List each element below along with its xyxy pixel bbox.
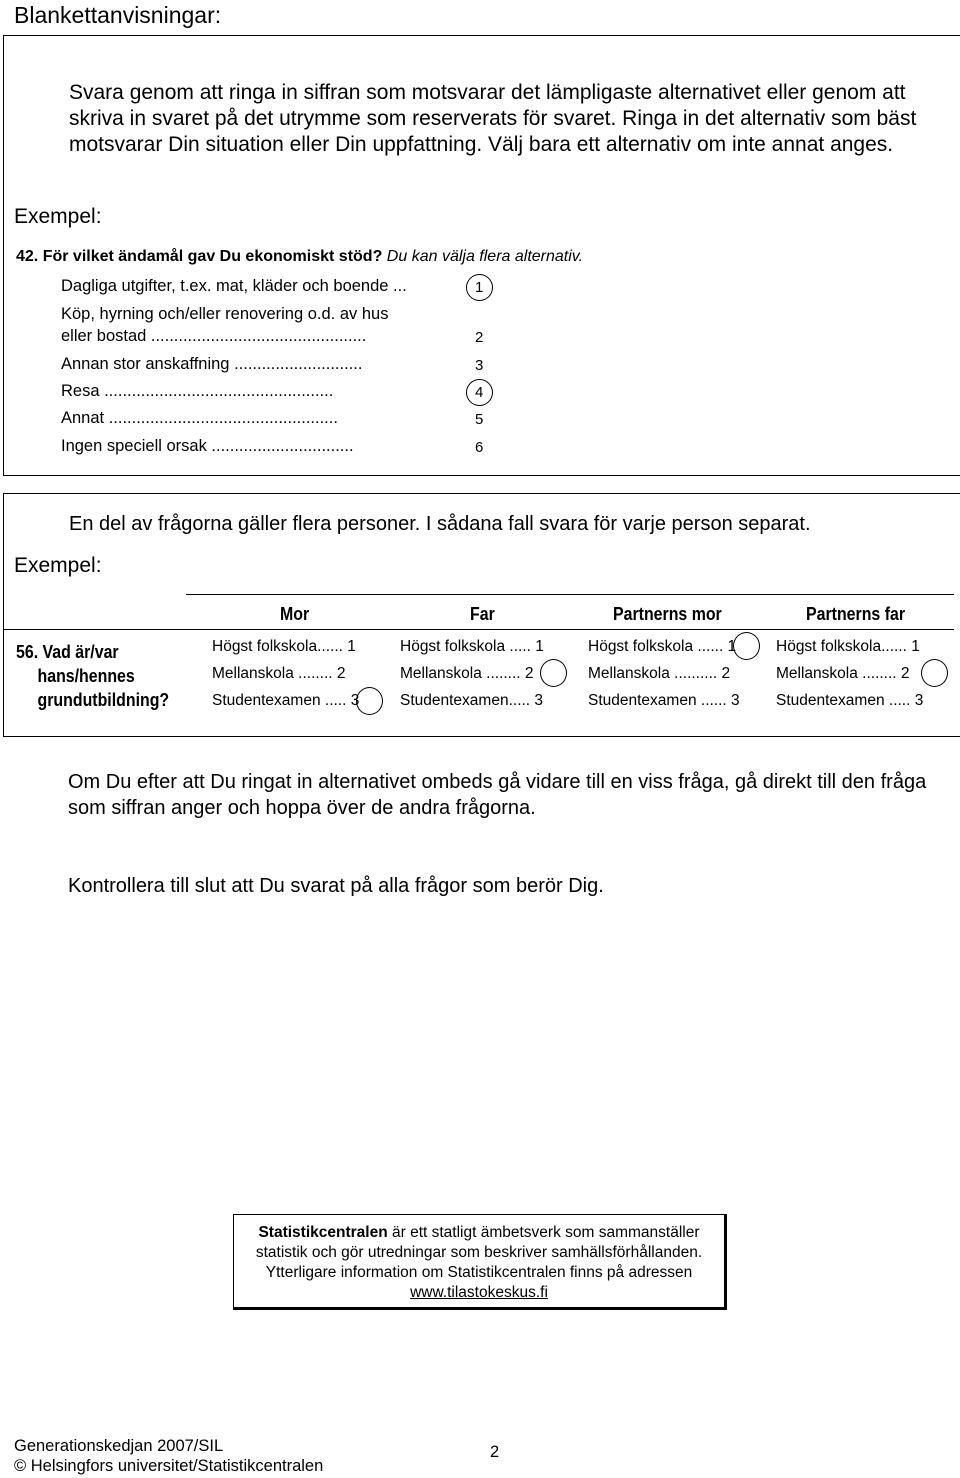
footer-line-2: © Helsingfors universitet/Statistikcentralen bbox=[14, 1457, 324, 1475]
far-option-1: Högst folkskola ..... 1 bbox=[400, 638, 544, 655]
q56-line-1: Vad är/var bbox=[42, 641, 119, 662]
mor-option-3: Studentexamen ..... 3 bbox=[212, 692, 360, 709]
final-instruction: Kontrollera till slut att Du svarat på alla frågor som berör Dig. bbox=[68, 875, 604, 897]
box1-instruction: Svara genom att ringa in siffran som motsvarar det lämpligaste alternativet eller genom att skriva in svaret på det utrymme som reserverats för svaret. Ringa in det alternativ som bäst motsvarar Din situation eller Din uppfattning. Välj bara ett alternativ om inte annat anges. bbox=[69, 81, 917, 156]
answer-circle-mor bbox=[356, 687, 383, 715]
page-title: Blankettanvisningar: bbox=[14, 2, 222, 28]
answer-circle bbox=[466, 274, 493, 301]
far-option-2: Mellanskola ........ 2 bbox=[400, 665, 534, 682]
website-link[interactable]: www.tilastokeskus.fi bbox=[410, 1284, 548, 1301]
box2-example-label: Exempel: bbox=[14, 554, 102, 577]
q42-option-1-code: 1 bbox=[475, 279, 484, 296]
q42-option-2-cont: eller bostad ............................................... bbox=[61, 327, 367, 345]
org-name: Statistikcentralen bbox=[258, 1224, 388, 1241]
partnerns-mor-option-1: Högst folkskola ...... 1 bbox=[588, 638, 737, 655]
q56-number: 56. bbox=[16, 641, 39, 662]
q42-option-4-code: 4 bbox=[475, 384, 484, 401]
q42-option-3: Annan stor anskaffning ............................ bbox=[61, 355, 363, 373]
far-option-3: Studentexamen..... 3 bbox=[400, 692, 544, 709]
q42-note: Du kan välja flera alternativ. bbox=[386, 248, 584, 265]
q56-line-3: grundutbildning? bbox=[37, 689, 170, 710]
box2-left-border bbox=[3, 493, 4, 737]
q42-option-6-code: 6 bbox=[475, 439, 484, 456]
mor-option-1: Högst folkskola...... 1 bbox=[212, 638, 356, 655]
page-number: 2 bbox=[490, 1443, 500, 1461]
box2-top-border bbox=[3, 493, 960, 494]
column-header-bottom-rule bbox=[3, 629, 954, 630]
box2-instruction: En del av frågorna gäller flera personer. I sådana fall svara för varje person separat. bbox=[69, 513, 811, 535]
column-header-top-rule bbox=[186, 594, 954, 595]
box1-left-border bbox=[3, 35, 4, 476]
info-box bbox=[233, 1214, 727, 1310]
info-text-1: är ett statligt ämbetsverk som sammanställer bbox=[387, 1224, 700, 1241]
q42-option-5: Annat .................................................. bbox=[61, 409, 338, 427]
q42-option-4: Resa .................................................. bbox=[61, 382, 334, 400]
info-line-3: Ytterligare information om Statistikcentralen finns på adressen bbox=[265, 1264, 693, 1281]
box1-example-label: Exempel: bbox=[14, 205, 102, 228]
q42-heading bbox=[16, 248, 583, 266]
column-mor: Mor bbox=[280, 603, 310, 624]
q42-option-2-code: 2 bbox=[475, 329, 484, 346]
q42-option-5-code: 5 bbox=[475, 411, 484, 428]
q42-option-1: Dagliga utgifter, t.ex. mat, kläder och boende ... bbox=[61, 277, 407, 295]
answer-circle-partnerns-mor bbox=[733, 632, 760, 660]
q42-option-3-code: 3 bbox=[475, 357, 484, 374]
answer-circle bbox=[466, 379, 493, 406]
partnerns-far-option-2: Mellanskola ........ 2 bbox=[776, 665, 910, 682]
column-far: Far bbox=[470, 603, 495, 624]
partnerns-far-option-3: Studentexamen ..... 3 bbox=[776, 692, 924, 709]
q56-question bbox=[16, 640, 169, 712]
mor-option-2: Mellanskola ........ 2 bbox=[212, 665, 346, 682]
column-partnerns-far: Partnerns far bbox=[806, 603, 906, 624]
q42-option-6: Ingen speciell orsak ............................... bbox=[61, 437, 354, 455]
q42-number: 42. bbox=[16, 248, 39, 265]
answer-circle-partnerns-far bbox=[921, 659, 948, 687]
q42-option-2: Köp, hyrning och/eller renovering o.d. av hus bbox=[61, 305, 389, 323]
answer-circle-far bbox=[540, 659, 567, 687]
box2-bottom-border bbox=[3, 736, 960, 737]
info-line-2: statistik och gör utredningar som beskriver samhällsförhållanden. bbox=[255, 1244, 703, 1261]
partnerns-far-option-1: Högst folkskola...... 1 bbox=[776, 638, 920, 655]
info-line-1 bbox=[234, 1223, 724, 1243]
box1-top-border bbox=[3, 35, 960, 36]
skip-instruction: Om Du efter att Du ringat in alternativet ombeds gå vidare till en viss fråga, gå direkt till den fråga som siffran anger och hoppa över de andra frågorna. bbox=[68, 771, 927, 819]
q56-line-2: hans/hennes bbox=[37, 665, 135, 686]
box1-bottom-border bbox=[3, 475, 960, 476]
partnerns-mor-option-2: Mellanskola .......... 2 bbox=[588, 665, 731, 682]
column-partnerns-mor: Partnerns mor bbox=[613, 603, 722, 624]
partnerns-mor-option-3: Studentexamen ...... 3 bbox=[588, 692, 740, 709]
q42-text: För vilket ändamål gav Du ekonomiskt stöd? bbox=[42, 248, 383, 265]
footer-line-1: Generationskedjan 2007/SIL bbox=[14, 1437, 224, 1455]
